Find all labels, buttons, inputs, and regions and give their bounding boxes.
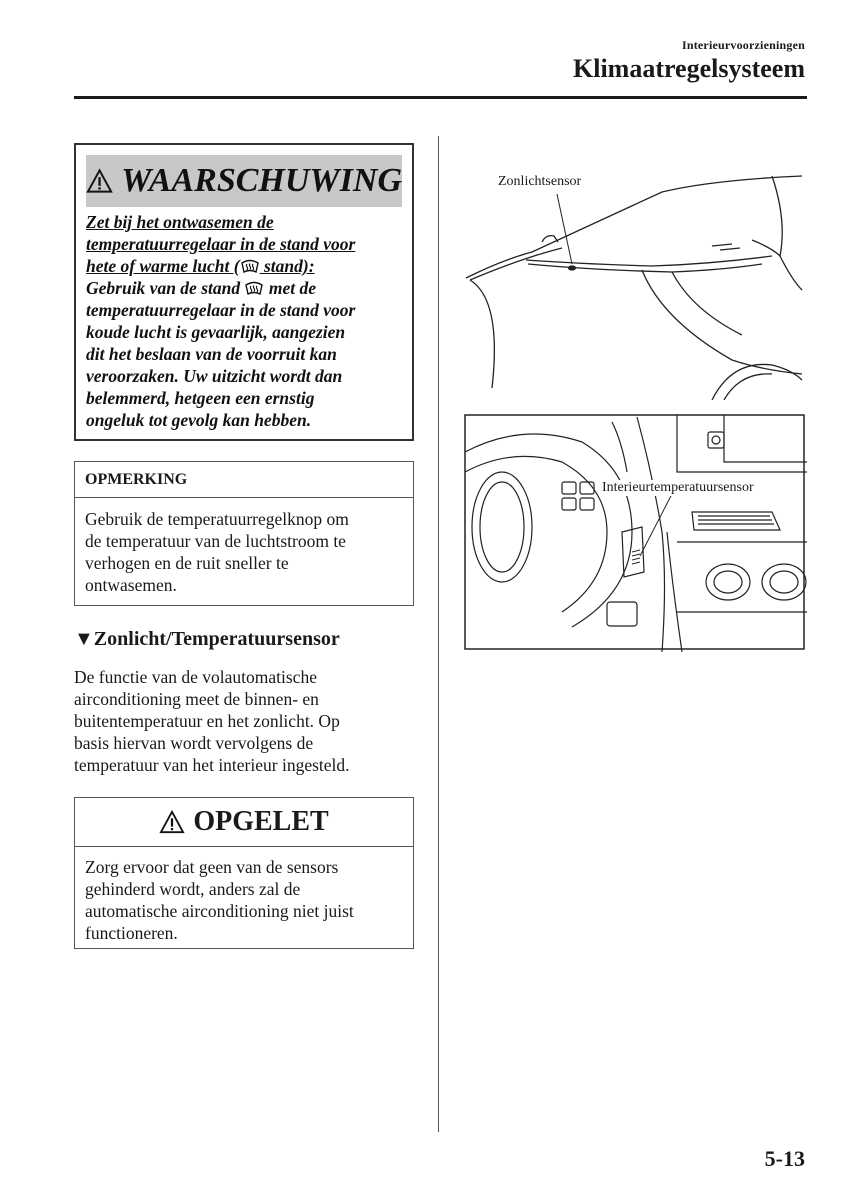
dashboard-illustration — [462, 412, 807, 652]
page-title: Klimaatregelsysteem — [573, 54, 805, 83]
note-line: ontwasemen. — [85, 575, 177, 595]
header-rule — [74, 96, 807, 99]
caution-line: Zorg ervoor dat geen van de sensors — [85, 857, 339, 877]
warning-line: temperatuurregelaar in de stand voor — [86, 300, 356, 320]
warning-box — [74, 143, 414, 441]
caution-line: automatische airconditioning niet juist — [85, 901, 354, 921]
warning-line: koude lucht is gevaarlijk, aangezien — [86, 322, 346, 342]
caution-box — [74, 797, 414, 949]
column-divider — [438, 136, 439, 1132]
warning-title: WAARSCHUWING — [121, 162, 402, 199]
body-line: basis hiervan wordt vervolgens de — [74, 733, 314, 753]
warning-line: ongeluk tot gevolg kan hebben. — [86, 410, 312, 430]
section-name: Interieurvoorzieningen — [681, 38, 805, 52]
warning-header — [86, 155, 402, 207]
sun-sensor-figure — [462, 160, 807, 400]
note-title: OPMERKING — [75, 462, 413, 498]
caution-header — [75, 798, 413, 847]
section-heading: ▼Zonlicht/Temperatuursensor — [74, 628, 340, 650]
caution-title: OPGELET — [193, 806, 329, 837]
windshield-illustration — [462, 160, 807, 400]
warning-line: Gebruik van de stand met de — [86, 278, 316, 298]
warning-line: veroorzaken. Uw uitzicht wordt dan — [86, 366, 343, 386]
warning-line: Zet bij het ontwasemen de — [86, 212, 274, 232]
note-line: Gebruik de temperatuurregelknop om — [85, 509, 349, 529]
warning-triangle-icon — [159, 810, 185, 834]
warning-text — [86, 211, 406, 431]
body-line: De functie van de volautomatische — [74, 667, 317, 687]
page-number: 5-13 — [764, 1146, 805, 1171]
warning-line: dit het beslaan van de voorruit kan — [86, 344, 337, 364]
warning-line: temperatuurregelaar in de stand voor — [86, 234, 356, 254]
windshield-defrost-icon — [244, 281, 264, 296]
body-line: temperatuur van het interieur ingesteld. — [74, 755, 350, 775]
windshield-defrost-icon — [240, 259, 260, 274]
caution-line: functioneren. — [85, 923, 178, 943]
interior-sensor-figure — [462, 412, 807, 652]
warning-line: hete of warme lucht ( stand): — [86, 256, 315, 276]
note-line: verhogen en de ruit sneller te — [85, 553, 289, 573]
caution-text — [75, 847, 413, 944]
body-line: airconditioning meet de binnen- en — [74, 689, 319, 709]
warning-triangle-icon — [86, 168, 113, 194]
caution-line: gehinderd wordt, anders zal de — [85, 879, 301, 899]
sun-sensor-label: Zonlichtsensor — [498, 174, 582, 189]
note-line: de temperatuur van de luchtstroom te — [85, 531, 346, 551]
note-box — [74, 461, 414, 606]
section-body — [74, 666, 419, 776]
interior-sensor-label: Interieurtemperatuursensor — [602, 480, 754, 495]
warning-line: belemmerd, hetgeen een ernstig — [86, 388, 315, 408]
body-line: buitentemperatuur en het zonlicht. Op — [74, 711, 340, 731]
note-text — [75, 498, 413, 596]
